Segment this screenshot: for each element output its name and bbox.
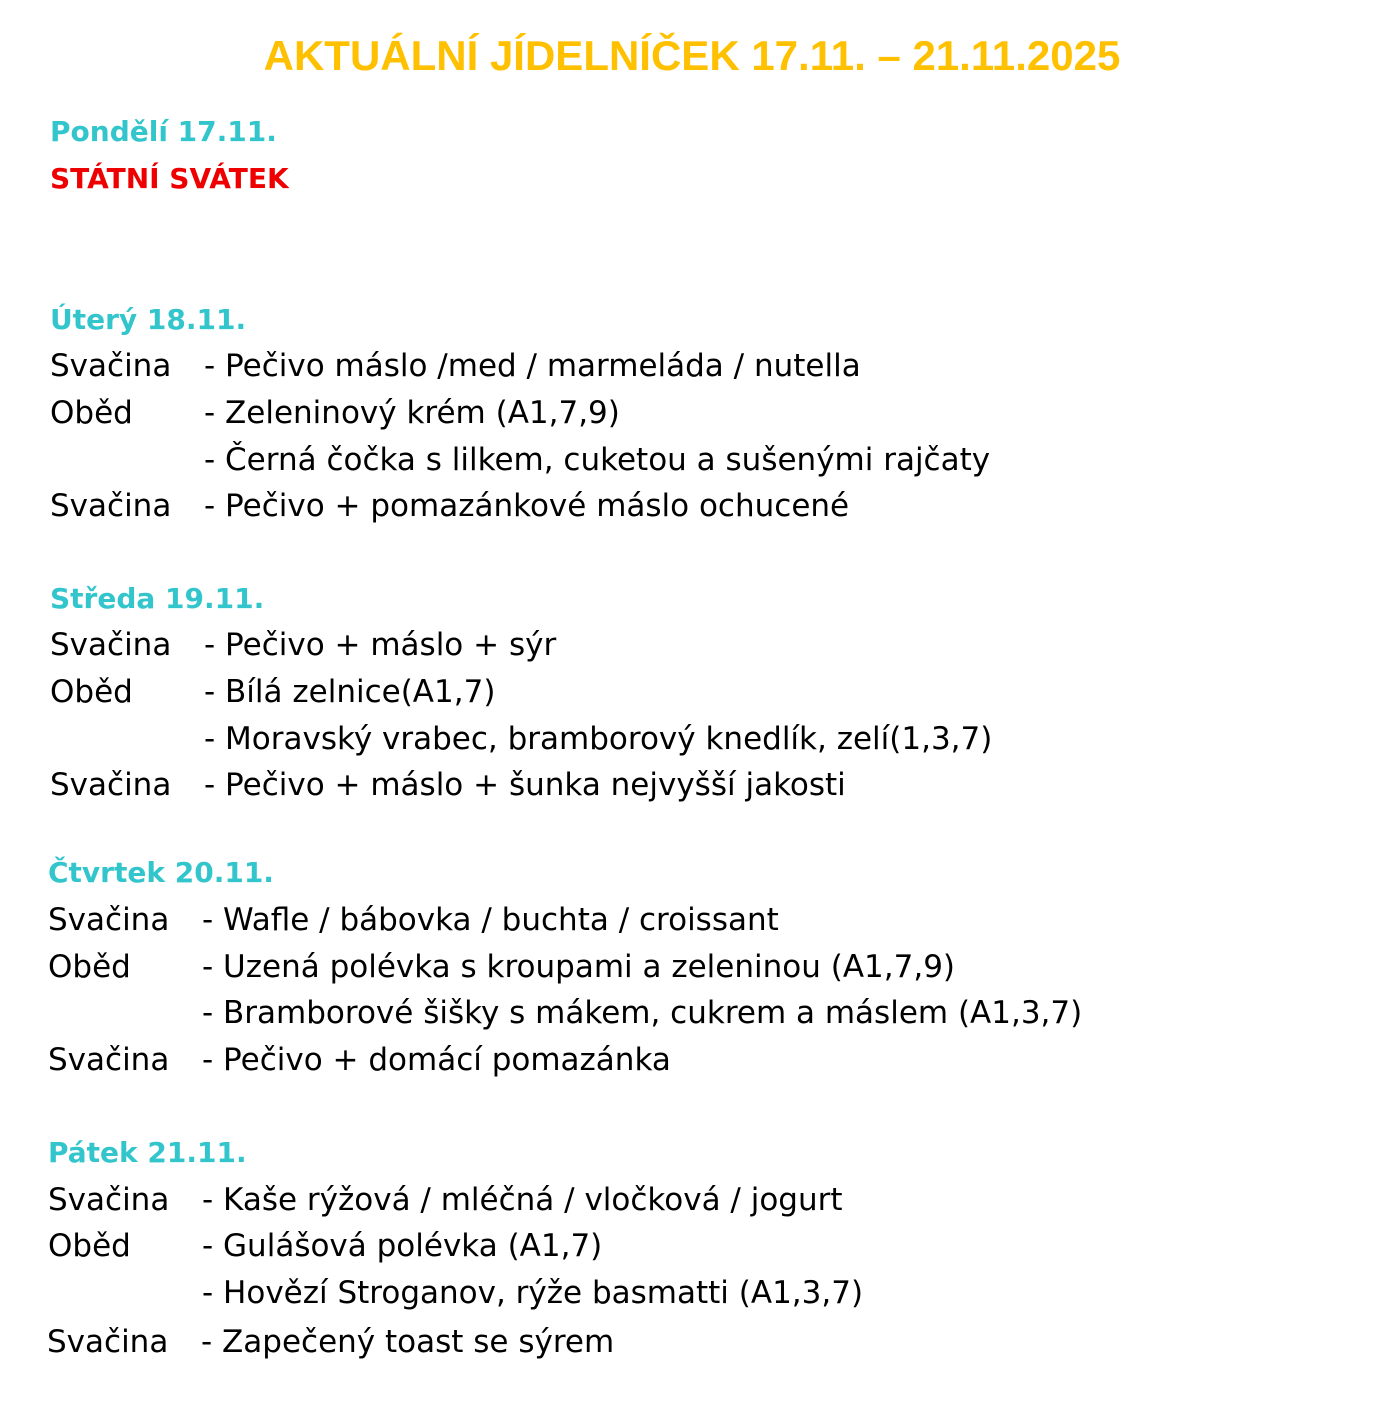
meal-label: Svačina: [47, 1324, 169, 1360]
meal-item: - Wafle / bábovka / buchta / croissant: [202, 902, 779, 938]
meal-label: Svačina: [50, 627, 172, 663]
meal-item: - Černá čočka s lilkem, cuketou a sušenými rajčaty: [204, 442, 991, 478]
page-title: AKTUÁLNÍ JÍDELNÍČEK 17.11. – 21.11.2025: [263, 32, 1121, 79]
day-heading-thursday: Čtvrtek 20.11.: [48, 856, 274, 889]
meal-label: Svačina: [48, 1182, 170, 1218]
meal-label: Oběd: [50, 395, 133, 431]
meal-item: - Bílá zelnice(A1,7): [204, 674, 496, 710]
meal-item: - Zeleninový krém (A1,7,9): [204, 395, 620, 431]
meal-label: Svačina: [50, 488, 172, 524]
meal-label: Oběd: [48, 1228, 131, 1264]
meal-label: Svačina: [48, 902, 170, 938]
day-heading-tuesday: Úterý 18.11.: [50, 303, 247, 336]
meal-item: - Uzená polévka s kroupami a zeleninou (A1,7,9): [202, 949, 956, 985]
meal-item: - Moravský vrabec, bramborový knedlík, zelí(1,3,7): [204, 721, 993, 757]
meal-item: - Pečivo + máslo + sýr: [204, 627, 557, 663]
meal-label: Svačina: [50, 348, 172, 384]
meal-item: - Hovězí Stroganov, rýže basmatti (A1,3,7): [202, 1275, 864, 1311]
meal-label: Svačina: [48, 1042, 170, 1078]
meal-label: Oběd: [50, 674, 133, 710]
meal-item: - Pečivo + pomazánkové máslo ochucené: [204, 488, 850, 524]
meal-item: - Kaše rýžová / mléčná / vločková / jogurt: [202, 1182, 843, 1218]
meal-label: Oběd: [48, 949, 131, 985]
day-heading-friday: Pátek 21.11.: [48, 1136, 247, 1169]
meal-item: - Pečivo máslo /med / marmeláda / nutella: [204, 348, 861, 384]
holiday-note: STÁTNÍ SVÁTEK: [50, 162, 289, 195]
day-heading-wednesday: Středa 19.11.: [50, 582, 265, 615]
meal-item: - Pečivo + máslo + šunka nejvyšší jakosti: [204, 767, 846, 803]
meal-item: - Zapečený toast se sýrem: [201, 1324, 615, 1360]
meal-item: - Gulášová polévka (A1,7): [202, 1228, 603, 1264]
meal-label: Svačina: [50, 767, 172, 803]
meal-item: - Bramborové šišky s mákem, cukrem a máslem (A1,3,7): [202, 995, 1083, 1031]
day-heading-monday: Pondělí 17.11.: [50, 115, 277, 148]
meal-item: - Pečivo + domácí pomazánka: [202, 1042, 671, 1078]
